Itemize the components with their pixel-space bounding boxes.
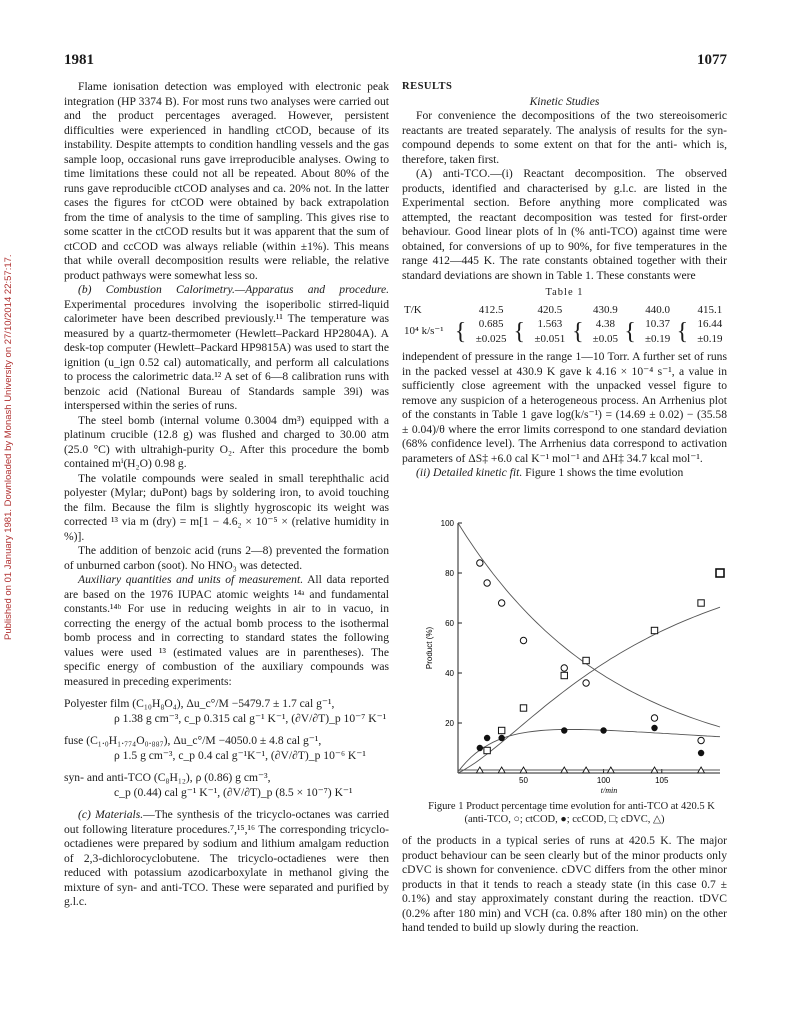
- table-cell: 420.5: [537, 303, 563, 316]
- formula-line: ρ 1.38 g cm⁻³, c_p 0.315 cal g⁻¹ K⁻¹, (∂V/∂T)_p 10⁻⁷ K⁻¹: [114, 711, 387, 725]
- right-column: [402, 80, 727, 481]
- paragraph: Experimental procedures involving the isoperibolic stirred-liquid calorimeter have been described previously.¹¹ The temperature was measured by a quartz-thermometer (Hewlett–Packard HP2804A). A desk-top computer (Hewlett–Packard HP9815A) was used to start the ignition (u_ign 0.52 cal) automatically, and perform all calculations to process the calorimetric data.¹² A set of 6—8 calibration runs with benzoic acid (National Bureau of Standards sample 39i) was interspersed within the series of runs.: [64, 297, 389, 412]
- anti-tco-point: [583, 680, 589, 686]
- download-sidebar: [0, 0, 14, 1035]
- right-column-bottom: [402, 800, 727, 936]
- ctcod-point: [477, 745, 483, 751]
- ctcod-point: [561, 727, 567, 733]
- section-heading: (b) Combustion Calorimetry.—Apparatus and procedure.: [78, 283, 389, 296]
- anti-tco-fit-line: [458, 523, 720, 727]
- ctcod-fit-line: [458, 729, 720, 771]
- anti-tco-point: [698, 737, 704, 743]
- section-heading: (ii) Detailed kinetic fit.: [416, 466, 523, 479]
- results-heading: RESULTS: [402, 81, 453, 92]
- section-heading: (c) Materials.: [78, 808, 144, 821]
- x-tick-label: 100: [596, 776, 611, 785]
- table-title: Table 1: [545, 287, 584, 298]
- formula-line: c_p (0.44) cal g⁻¹ K⁻¹, (∂V/∂T)_p (8.5 × 10⁻⁷) K⁻¹: [114, 785, 353, 799]
- y-tick-label: 20: [445, 719, 454, 728]
- ctcod-point: [498, 735, 504, 741]
- paragraph: The observed products, identified and characterised by g.l.c. are listed in the Experimental section. Before anything more complicated was attempted, the reactant decomposition was tested for first-order behaviour. Good linear plots of ln (% anti-TCO) against time were obtained, for conversions of up to 90%, for five temperatures in the range 412—445 K. The rate constants obtained together with their standard deviations are shown in Table 1. These constants were: [402, 167, 727, 282]
- table-row: 10⁴ k/s⁻¹ { 0.685 ±0.025 { 1.563 ±0.051 { 4.38 ±0.05 { 10.37 ±0.19 { 16.44 ±0.19: [402, 317, 727, 346]
- table-cell: T/K: [404, 303, 422, 316]
- paragraph: Flame ionisation detection was employed with electronic peak integration (HP 3374 B). For most runs two analyses were carried out and the product percentages averaged. However, persistent difficulties were experienced in handling ctCOD, because of its instability. Despite attempts to condition handling vessels and the gas sample loop, occasional runs gave irreproducible analyses. Owing to time limitations these could not all be repeated. About 80% of the runs gave reproducible ctCOD analyses and ca. 20% not. In the latter cases the figures for ctCOD were obtained by back extrapolation from the time of analysis to the time of sampling. This gives rise to some scatter in the ctCOD results but it was apparent that the sum of ctCOD and ccCOD was always reliable (within ±1%). This means that while overall decomposition results were reliable, the relative product pathways were somewhat less so.: [64, 80, 389, 282]
- anti-tco-point: [498, 600, 504, 606]
- product-evolution-chart: [418, 515, 728, 800]
- y-tick-label: 60: [445, 619, 454, 628]
- formula-line: syn- and anti-TCO (C₈H₁₂), ρ (0.86) g cm⁻³,: [64, 771, 271, 784]
- cccod-point: [520, 705, 526, 711]
- paragraph: independent of pressure in the range 1—10 Torr. A further set of runs in the packed vessel at 430.9 K gave k 4.16 × 10⁻⁴ s⁻¹, a value in sufficiently close agreement with the unpacked vessel figure to remove any suspicion of a heterogeneous process. An Arrhenius plot of the constants in Table 1 gave log(k/s⁻¹) = (14.69 ± 0.02) − (35.58 ± 0.04)/θ where the error limits correspond to one standard deviation (68% confidence level). The Arrhenius data correspond to activation parameters of ΔS‡ +6.0 cal K⁻¹ mol⁻¹ and ΔH‡ 34.7 kcal mol⁻¹.: [402, 350, 727, 465]
- cccod-point: [698, 600, 704, 606]
- y-tick-label: 100: [440, 519, 454, 528]
- anti-tco-point: [484, 580, 490, 586]
- x-tick-label: 50: [519, 776, 528, 785]
- formula-line: Polyester film (C₁₀H₈O₄), Δu_c°/M −5479.7 ± 1.7 cal g⁻¹,: [64, 697, 335, 710]
- x-tick-label: 105: [655, 776, 669, 785]
- cccod-fit-line: [458, 607, 720, 773]
- table-cell: 10⁴ k/s⁻¹: [404, 325, 444, 338]
- table-cell: 4.38: [595, 318, 615, 330]
- page-number: 1077: [697, 52, 727, 68]
- table-cell: 10.37: [645, 318, 670, 330]
- paragraph: Figure 1 shows the time evolution: [525, 466, 684, 479]
- subsection-heading: Kinetic Studies: [529, 94, 600, 108]
- y-tick-label: 80: [445, 569, 454, 578]
- section-heading: (A) anti-TCO.—(i) Reactant decomposition.: [416, 167, 646, 180]
- figure-caption: Figure 1 Product percentage time evolution for anti-TCO at 420.5 K (anti-TCO, ○; ctCOD, ●; ccCOD, □; cDVC, △): [428, 801, 715, 825]
- section-heading: Auxiliary quantities and units of measurement.: [78, 573, 304, 586]
- x-axis-label: t/min: [600, 786, 618, 795]
- cccod-point: [583, 657, 589, 663]
- paragraph: All data reported are based on the 1976 IUPAC atomic weights ¹⁴ᵃ and fundamental constants.¹⁴ᵇ For use in reducing weights in air to in vacuo, in correcting the energy of the actual bomb process to the isothermal bomb process and in correcting to standard states the following values were used ¹³ (estimated values are in parentheses). The specific energy of combustion of the auxiliary compounds was measured in preceding experiments:: [64, 573, 390, 688]
- paragraph: The steel bomb (internal volume 0.3004 dm³) equipped with a platinum crucible (12.8 g) was flushed and charged to 30.00 atm (25.0 °C) with ultrahigh-purity O₂. After this procedure the bomb contained mⁱ(H₂O) 0.98 g.: [64, 413, 389, 470]
- paragraph: —The synthesis of the tricyclo-octanes was carried out following literature procedures.⁷,¹⁵,¹⁶ The corresponding tricyclo-octadienes were prepared by sodium and lithium amalgam reduction of 2,3-dichlorocyclobutene. The tricyclo-octadienes were then reduced with potassium azodicarboxylate in methanol giving the mixture of syn- and anti-TCO. These were separated and purified by g.l.c.: [64, 808, 390, 908]
- cccod-point: [716, 569, 724, 577]
- table-cell: ±0.051: [534, 332, 566, 345]
- anti-tco-point: [561, 665, 567, 671]
- table-cell: 0.685: [478, 318, 504, 330]
- formula-line: fuse (C₁.₀H₁.₇₇₄O₀.₈₈₇), Δu_c°/M −4050.0 ± 4.8 cal g⁻¹,: [64, 734, 322, 747]
- table-cell: 415.1: [697, 303, 723, 316]
- table-row: [402, 303, 727, 318]
- download-notice: Published on 01 January 1981. Downloaded by Monash University on 27/10/2014 22:57:17.: [3, 254, 14, 640]
- paragraph: For convenience the decompositions of the two stereoisomeric reactants are treated separately. The analysis of results for the syn-compound depends to some extent on that for the anti- which is, therefore, taken first.: [402, 109, 727, 166]
- table-cell: 1.563: [537, 318, 563, 330]
- y-tick-label: 40: [445, 669, 454, 678]
- paragraph: of the products in a typical series of runs at 420.5 K. The major product behaviour can be seen clearly but of the minor products only cDVC is shown for convenience. cDVC differs from the other minor products in that it tends to reach a steady state (in this case 0.7 ± 0.1%) and stay approximately constant during the reaction. tDVC (0.2% after 180 min) and VCH (ca. 0.8% after 180 min) on the other hand tended to build up slowly during the reaction.: [402, 834, 727, 934]
- ctcod-point: [651, 725, 657, 731]
- table-cell: ±0.025: [475, 332, 507, 345]
- figure-1: [418, 515, 728, 815]
- table-cell: 412.5: [478, 303, 504, 316]
- table-cell: 440.0: [645, 303, 670, 316]
- table-cell: ±0.19: [697, 332, 723, 345]
- anti-tco-point: [520, 637, 526, 643]
- cccod-point: [651, 627, 657, 633]
- table-cell: ±0.05: [592, 332, 618, 345]
- cccod-point: [498, 727, 504, 733]
- ctcod-point: [698, 750, 704, 756]
- journal-year: 1981: [64, 52, 94, 68]
- anti-tco-point: [477, 560, 483, 566]
- anti-tco-point: [651, 715, 657, 721]
- y-axis-label: Product (%): [425, 626, 434, 670]
- ctcod-point: [600, 727, 606, 733]
- auxiliary-data: [64, 697, 389, 800]
- paragraph: The volatile compounds were sealed in small terephthalic acid polyester (Mylar; duPont) bags by soldering iron, to avoid touching the film. Because the film is slightly hygroscopic its weight was corrected ¹³ via m (dry) = m[1 − 4.6₂ × 10⁻⁵ × (relative humidity in %)].: [64, 471, 389, 543]
- left-column: [64, 80, 389, 910]
- cccod-point: [561, 672, 567, 678]
- cccod-point: [484, 747, 490, 753]
- paragraph: The addition of benzoic acid (runs 2—8) prevented the formation of unburned carbon (soot). No HNO₃ was detected.: [64, 544, 389, 572]
- rate-constant-table: [402, 303, 727, 347]
- table-cell: ±0.19: [644, 332, 671, 345]
- ctcod-point: [484, 735, 490, 741]
- table-cell: 16.44: [697, 318, 723, 330]
- formula-line: ρ 1.5 g cm⁻³, c_p 0.4 cal g⁻¹K⁻¹, (∂V/∂T)_p 10⁻⁶ K⁻¹: [114, 748, 366, 762]
- table-cell: 430.9: [592, 303, 618, 316]
